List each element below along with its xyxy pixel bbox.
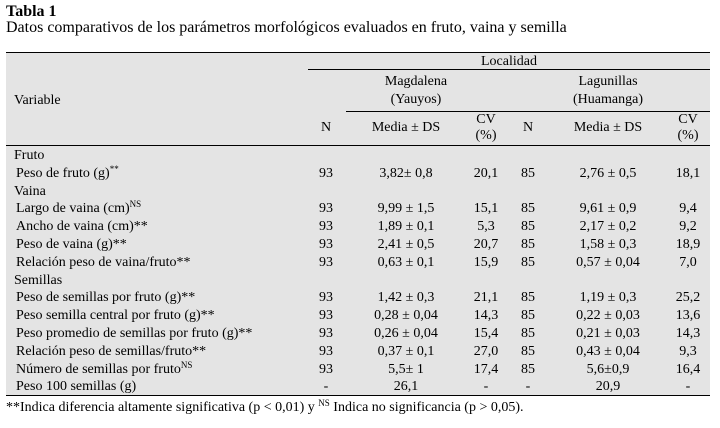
cv-header-2-line1: CV bbox=[678, 112, 698, 127]
variable-label: Peso de vaina (g)** bbox=[16, 237, 127, 252]
cv-cell-2: 9,3 bbox=[679, 343, 697, 359]
n-cell-2: 85 bbox=[521, 326, 535, 341]
n-cell-1: 93 bbox=[319, 165, 333, 181]
media-cell-1: 0,63 ± 0,1 bbox=[377, 254, 435, 270]
n-cell-2: 85 bbox=[521, 290, 535, 306]
header-bottom-line bbox=[6, 145, 710, 146]
location-2-province: (Huamanga) bbox=[573, 92, 643, 107]
variable-label: Ancho de vaina (cm)** bbox=[16, 219, 148, 235]
cv-header-1-line2: (%) bbox=[475, 128, 497, 143]
variable-label: Largo de vaina (cm) bbox=[16, 201, 130, 217]
n-cell-2: - bbox=[525, 379, 531, 395]
cv-cell-2: 14,3 bbox=[675, 326, 701, 341]
footnote-superscript: NS bbox=[318, 398, 330, 408]
section-header bbox=[14, 147, 44, 164]
cv-cell-1: 15,4 bbox=[473, 326, 499, 341]
variable-label: Semillas bbox=[14, 272, 63, 288]
n-cell-2: 85 bbox=[521, 361, 535, 377]
localidad-header: Localidad bbox=[481, 54, 537, 69]
n-cell-2: 85 bbox=[521, 237, 535, 252]
cv-cell-1: 27,0 bbox=[473, 343, 499, 359]
data-table bbox=[6, 52, 710, 396]
variable-header: Variable bbox=[14, 93, 61, 108]
n-cell-2: 85 bbox=[521, 219, 535, 235]
section-header bbox=[14, 183, 46, 200]
n-cell-2: 85 bbox=[521, 254, 535, 270]
variable-name bbox=[16, 361, 192, 378]
section-header bbox=[14, 272, 62, 289]
n-cell-2: 85 bbox=[521, 343, 535, 359]
variable-name bbox=[16, 165, 119, 182]
n-cell-2: 85 bbox=[521, 201, 535, 217]
media-cell-2: 0,43 ± 0,04 bbox=[576, 343, 640, 359]
media-cell-2: 2,17 ± 0,2 bbox=[579, 219, 637, 235]
variable-name bbox=[16, 218, 148, 235]
cv-cell-1: 14,3 bbox=[473, 308, 499, 324]
media-cell-1: 1,42 ± 0,3 bbox=[377, 290, 435, 306]
variable-label: Peso promedio de semillas por fruto (g)** bbox=[16, 326, 253, 341]
cv-cell-2: 9,2 bbox=[679, 219, 697, 235]
significance-superscript: ** bbox=[109, 163, 119, 174]
media-cell-2: 20,9 bbox=[595, 379, 621, 395]
media-cell-2: 1,58 ± 0,3 bbox=[579, 237, 637, 252]
variable-label: Fruto bbox=[14, 148, 45, 163]
variable-name bbox=[16, 200, 141, 217]
cv-cell-2: 25,2 bbox=[675, 290, 701, 306]
media-cell-1: 3,82± 0,8 bbox=[379, 165, 433, 181]
cv-header-2-line2: (%) bbox=[677, 128, 699, 143]
cv-cell-1: 17,4 bbox=[473, 361, 499, 377]
cv-cell-1: 21,1 bbox=[473, 290, 499, 306]
media-header-2: Media ± DS bbox=[573, 120, 643, 135]
n-header-1: N bbox=[320, 120, 332, 135]
footnote-text-2: Indica no significancia (p > 0,05). bbox=[329, 400, 524, 415]
cv-cell-1: 20,7 bbox=[473, 237, 499, 252]
table-caption: Datos comparativos de los parámetros morfológicos evaluados en fruto, vaina y semilla bbox=[6, 19, 567, 36]
media-cell-2: 0,21 ± 0,03 bbox=[576, 326, 640, 341]
variable-label: Peso semilla central por fruto (g)** bbox=[16, 308, 215, 324]
n-cell-1: 93 bbox=[319, 237, 333, 252]
media-cell-1: 0,28 ± 0,04 bbox=[374, 308, 438, 324]
media-cell-1: 9,99 ± 1,5 bbox=[377, 201, 435, 217]
variable-name bbox=[16, 378, 136, 395]
variable-label: Peso de fruto (g) bbox=[16, 165, 110, 181]
media-cell-1: 26,1 bbox=[393, 379, 419, 395]
n-cell-2: 85 bbox=[521, 308, 535, 324]
cv-cell-2: 7,0 bbox=[679, 254, 697, 270]
media-header-1: Media ± DS bbox=[371, 120, 441, 135]
cv-header-1-line1: CV bbox=[476, 112, 496, 127]
media-cell-2: 5,6±0,9 bbox=[586, 361, 630, 377]
footnote-text-1: **Indica diferencia altamente significativa (p < 0,01) y bbox=[6, 400, 319, 415]
media-cell-2: 0,57 ± 0,04 bbox=[576, 254, 640, 270]
variable-label: Relación peso de semillas/fruto** bbox=[16, 343, 207, 359]
media-cell-2: 9,61 ± 0,9 bbox=[579, 201, 637, 217]
n-cell-1: 93 bbox=[319, 361, 333, 377]
variable-name bbox=[16, 289, 195, 306]
n-cell-1: 93 bbox=[319, 290, 333, 306]
cv-cell-1: 15,1 bbox=[473, 201, 499, 217]
cv-cell-2: 9,4 bbox=[679, 201, 697, 217]
variable-label: Peso de semillas por fruto (g)** bbox=[16, 290, 196, 306]
location-1-province: (Yauyos) bbox=[390, 92, 442, 107]
variable-name bbox=[16, 307, 215, 324]
variable-label: Vaina bbox=[14, 183, 46, 199]
cv-cell-1: 15,9 bbox=[473, 254, 499, 270]
media-cell-1: 0,37 ± 0,1 bbox=[377, 343, 435, 359]
table-label: Tabla 1 bbox=[6, 3, 57, 20]
location-1-name: Magdalena bbox=[384, 74, 448, 89]
cv-cell-2: 13,6 bbox=[675, 308, 701, 324]
location-2-name: Lagunillas bbox=[578, 74, 638, 89]
cv-cell-2: - bbox=[685, 379, 691, 395]
n-cell-1: 93 bbox=[319, 308, 333, 324]
variable-name bbox=[16, 254, 191, 271]
table-footnote bbox=[6, 400, 524, 416]
significance-superscript: NS bbox=[180, 359, 193, 370]
cv-cell-1: 20,1 bbox=[473, 165, 499, 181]
variable-label: Peso 100 semillas (g) bbox=[16, 379, 137, 395]
media-cell-1: 5,5± 1 bbox=[388, 361, 424, 377]
media-cell-2: 2,76 ± 0,5 bbox=[579, 165, 637, 181]
media-cell-2: 1,19 ± 0,3 bbox=[579, 290, 637, 306]
media-cell-1: 2,41 ± 0,5 bbox=[377, 237, 435, 252]
n-cell-2: 85 bbox=[521, 165, 535, 181]
variable-label: Relación peso de vaina/fruto** bbox=[16, 254, 191, 270]
variable-name bbox=[16, 343, 206, 360]
significance-superscript: NS bbox=[129, 199, 142, 210]
variable-name bbox=[16, 236, 127, 253]
cv-cell-2: 18,9 bbox=[675, 237, 701, 252]
n-cell-1: 93 bbox=[319, 254, 333, 270]
variable-name bbox=[16, 325, 252, 342]
location-header-underline bbox=[346, 111, 710, 112]
n-cell-1: 93 bbox=[319, 201, 333, 217]
media-cell-2: 0,22 ± 0,03 bbox=[576, 308, 640, 324]
cv-cell-1: - bbox=[483, 379, 489, 395]
media-cell-1: 0,26 ± 0,04 bbox=[374, 326, 438, 341]
variable-label: Número de semillas por fruto bbox=[16, 361, 181, 377]
cv-cell-1: 5,3 bbox=[477, 219, 495, 235]
n-header-2: N bbox=[522, 120, 534, 135]
n-cell-1: 93 bbox=[319, 326, 333, 341]
n-cell-1: - bbox=[323, 379, 329, 395]
n-cell-1: 93 bbox=[319, 343, 333, 359]
cv-cell-2: 16,4 bbox=[675, 361, 701, 377]
n-cell-1: 93 bbox=[319, 219, 333, 235]
media-cell-1: 1,89 ± 0,1 bbox=[377, 219, 435, 235]
cv-cell-2: 18,1 bbox=[675, 165, 701, 181]
